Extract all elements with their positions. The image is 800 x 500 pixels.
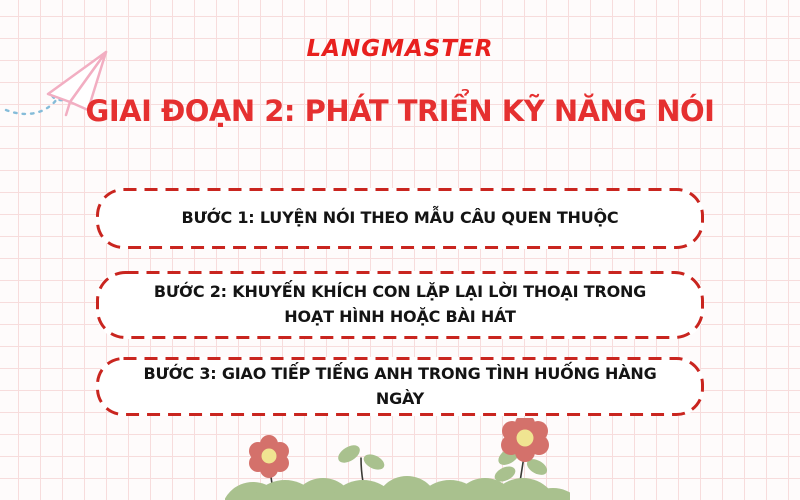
sprout-icon: [335, 442, 387, 482]
garden-icons: [225, 418, 570, 500]
step-1-label: BƯỚC 1: LUYỆN NÓI THEO MẪU CÂU QUEN THUỘC: [181, 208, 619, 228]
flower-left-icon: [249, 435, 289, 484]
bush-icon: [225, 476, 570, 500]
step-box-3: [96, 357, 704, 416]
langmaster-logo: LANGMASTER: [306, 36, 494, 62]
step-box-1: [96, 188, 704, 249]
step-box-2: [96, 271, 704, 339]
garden-illustration: [225, 418, 570, 500]
step-3-label: BƯỚC 3: GIAO TIẾP TIẾNG ANH TRONG TÌNH HUỐNG HÀNG NGÀY: [143, 363, 657, 408]
step-2-label: BƯỚC 2: KHUYẾN KHÍCH CON LẶP LẠI LỜI THOẠI TRONG HOẠT HÌNH HOẶC BÀI HÁT: [153, 282, 647, 326]
page-title: GIAI ĐOẠN 2: PHÁT TRIỂN KỸ NĂNG NÓI: [85, 94, 715, 128]
flower-right-icon: [492, 418, 549, 488]
